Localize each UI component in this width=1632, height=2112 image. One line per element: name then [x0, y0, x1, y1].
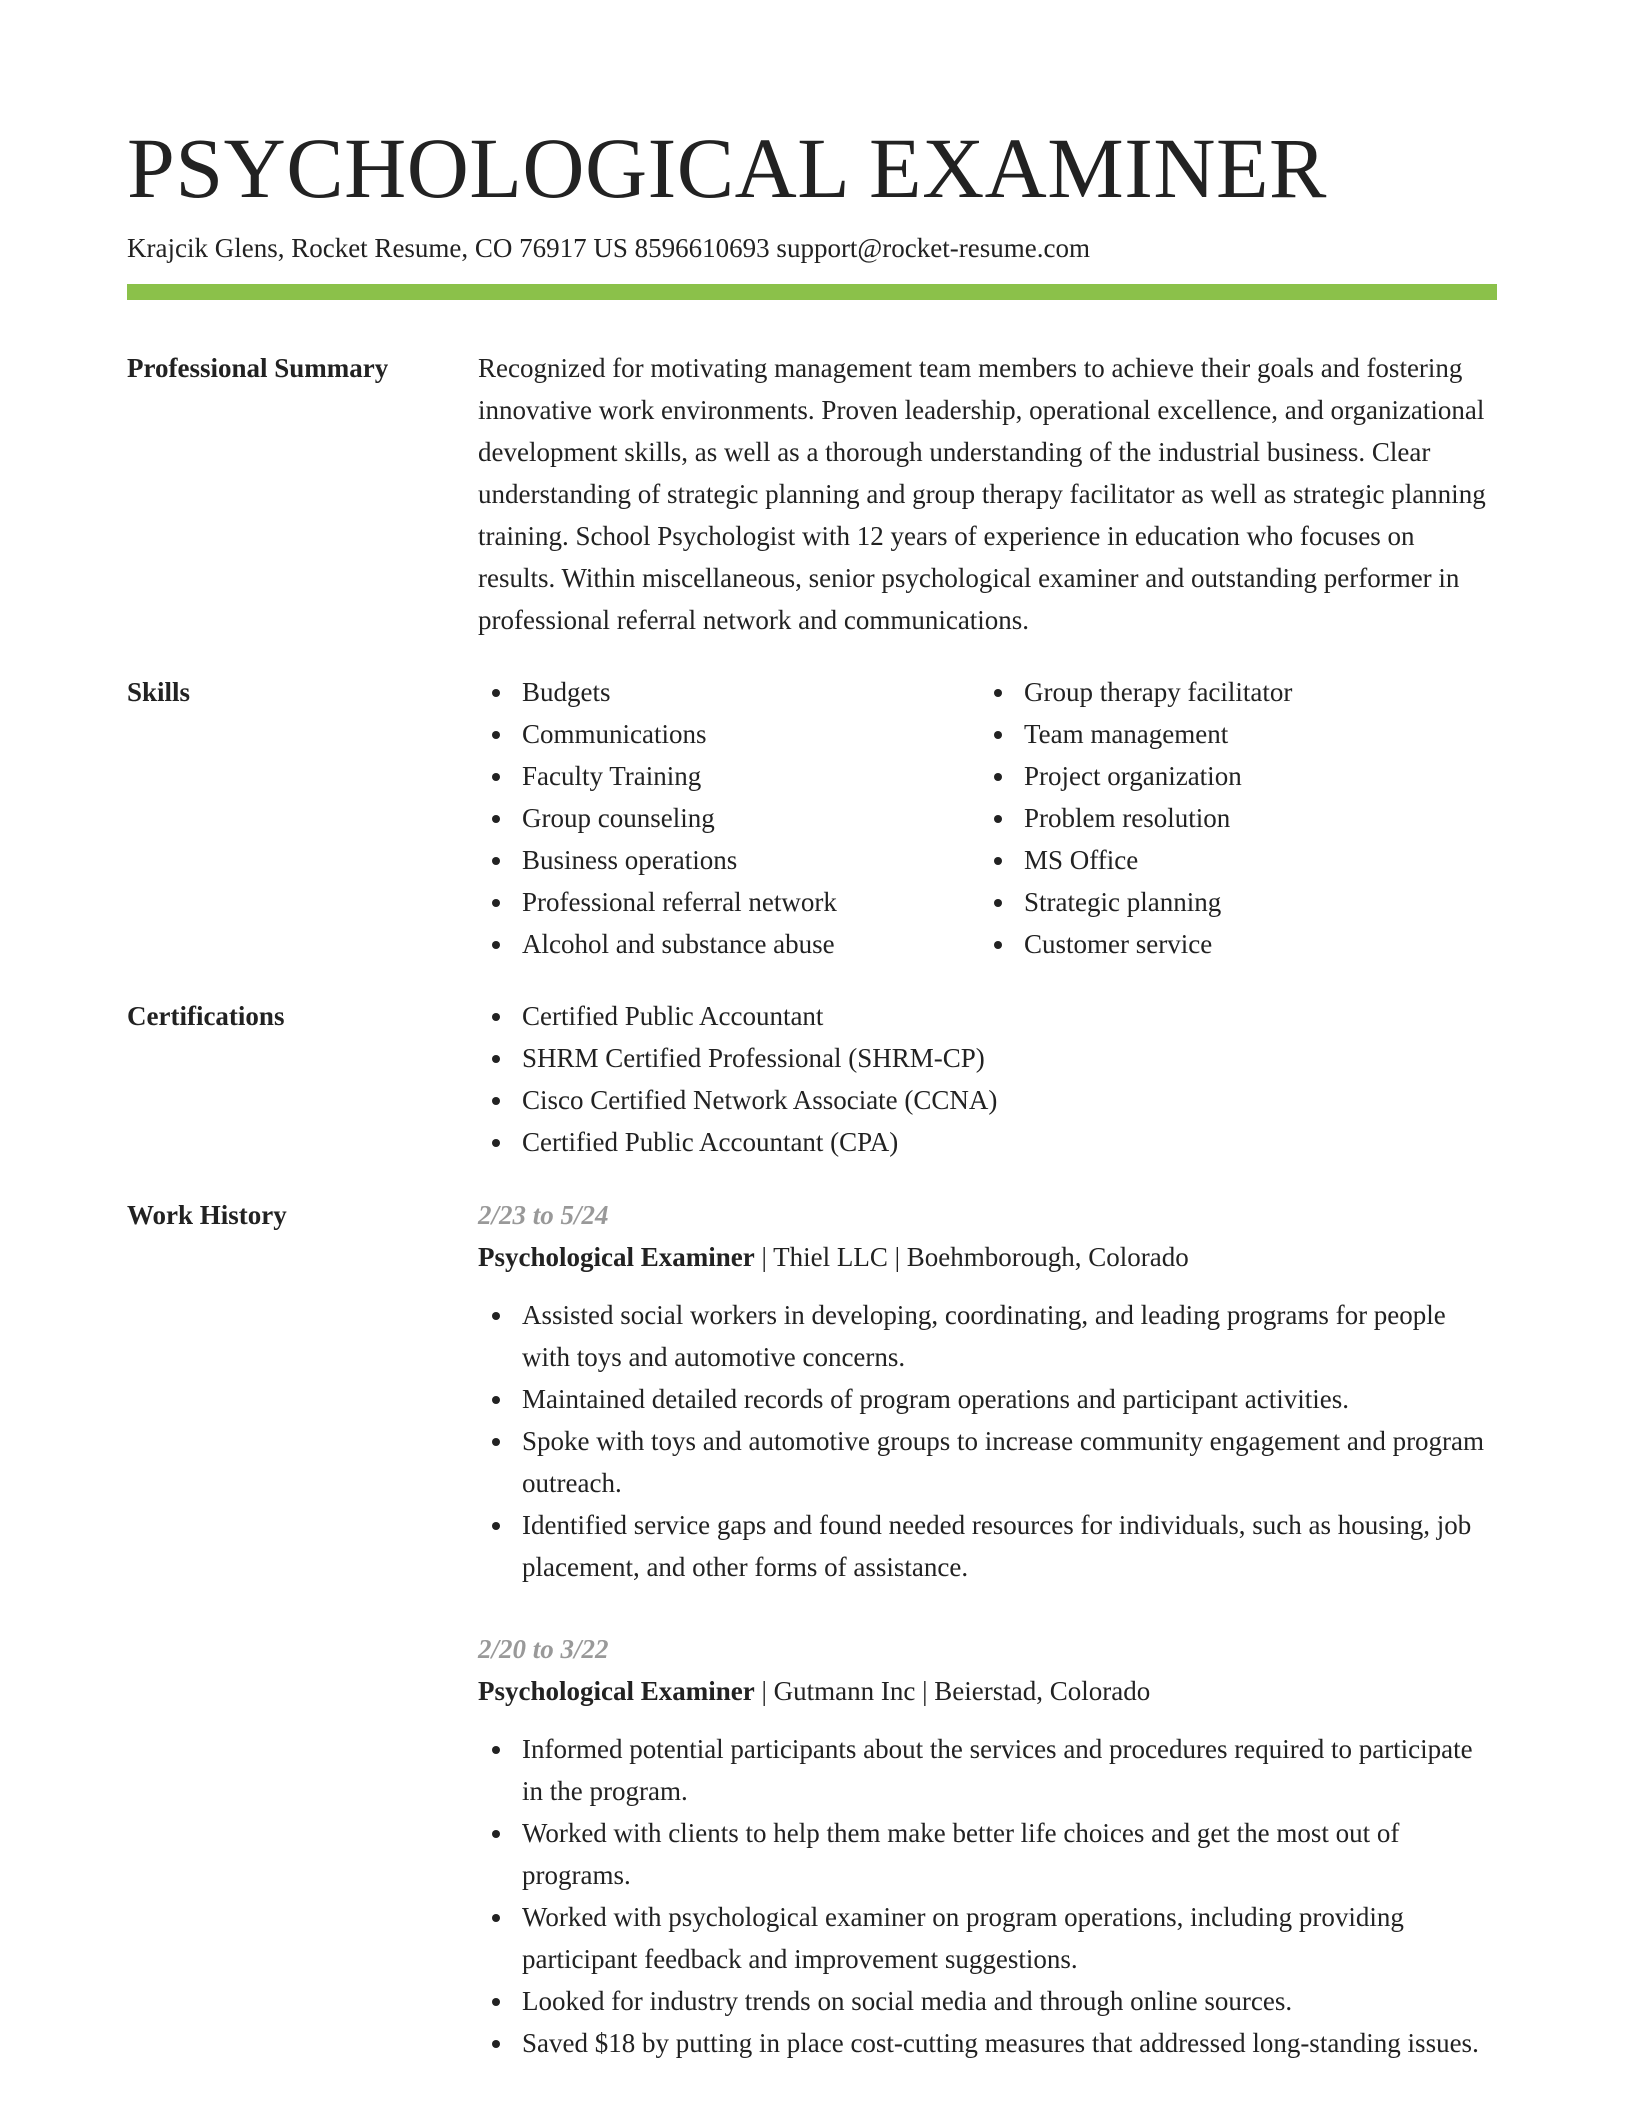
work-history-body: [478, 1194, 1497, 2064]
job-bullets: [478, 1294, 1497, 1588]
certification-item: Cisco Certified Network Associate (CCNA): [478, 1079, 1497, 1121]
job-dates: 2/20 to 3/22: [478, 1634, 609, 1664]
job-title: Psychological Examiner: [478, 1676, 755, 1706]
job-bullet: Identified service gaps and found needed resources for individuals, such as housing, job placement, and other forms of assistance.: [478, 1504, 1497, 1588]
summary-body: [478, 347, 1497, 641]
skill-item: Alcohol and substance abuse: [478, 923, 980, 965]
skill-item: Customer service: [980, 923, 1482, 965]
skill-item: MS Office: [980, 839, 1482, 881]
skill-item: Business operations: [478, 839, 980, 881]
job-entry: [478, 1194, 1497, 1588]
skills-heading: Skills: [127, 677, 191, 707]
certifications-list: [478, 995, 1497, 1163]
job-bullet: Worked with clients to help them make better life choices and get the most out of programs.: [478, 1812, 1497, 1896]
job-bullet: Maintained detailed records of program operations and participant activities.: [478, 1378, 1497, 1420]
job-dates: 2/23 to 5/24: [478, 1200, 609, 1230]
skill-item: Budgets: [478, 671, 980, 713]
skills-list-right: [980, 671, 1482, 965]
skill-item: Group therapy facilitator: [980, 671, 1482, 713]
job-company-location: | Gutmann Inc | Beierstad, Colorado: [754, 1676, 1151, 1706]
certifications-body: [478, 995, 1497, 1163]
summary-heading: Professional Summary: [127, 353, 389, 383]
job-bullets: [478, 1728, 1497, 2064]
skill-item: Professional referral network: [478, 881, 980, 923]
summary-text: Recognized for motivating management team members to achieve their goals and fostering innovative work environments. Proven leadership, operational excellence, and organizational development skills, as well as a thorough understanding of the industrial business. Clear understanding of strategic planning and group therapy facilitator as well as strategic planning training. School Psychologist with 12 years of experience in education who focuses on results. Within miscellaneous, senior psychological examiner and outstanding performer in professional referral network and communications.: [478, 353, 1486, 635]
job-company-location: | Thiel LLC | Boehmborough, Colorado: [754, 1242, 1189, 1272]
skill-item: Group counseling: [478, 797, 980, 839]
job-heading: [478, 1670, 1497, 1712]
skill-item: Project organization: [980, 755, 1482, 797]
job-entry: [478, 1628, 1497, 2064]
job-bullet: Looked for industry trends on social media and through online sources.: [478, 1980, 1497, 2022]
job-title: Psychological Examiner: [478, 1242, 755, 1272]
certification-item: Certified Public Accountant: [478, 995, 1497, 1037]
skills-body: [478, 671, 1497, 965]
skill-item: Strategic planning: [980, 881, 1482, 923]
job-bullet: Saved $18 by putting in place cost-cutting measures that addressed long-standing issues.: [478, 2022, 1497, 2064]
skill-item: Problem resolution: [980, 797, 1482, 839]
contact-line: Krajcik Glens, Rocket Resume, CO 76917 US 8596610693 support@rocket-resume.com: [127, 233, 1090, 263]
skill-item: Team management: [980, 713, 1482, 755]
job-bullet: Assisted social workers in developing, coordinating, and leading programs for people with toys and automotive concerns.: [478, 1294, 1497, 1378]
job-bullet: Worked with psychological examiner on program operations, including providing participant feedback and improvement suggestions.: [478, 1896, 1497, 1980]
job-bullet: Informed potential participants about the services and procedures required to participate in the program.: [478, 1728, 1497, 1812]
skill-item: Faculty Training: [478, 755, 980, 797]
skills-list-left: [478, 671, 980, 965]
header-divider: [127, 284, 1497, 300]
job-bullet: Spoke with toys and automotive groups to increase community engagement and program outreach.: [478, 1420, 1497, 1504]
certification-item: SHRM Certified Professional (SHRM-CP): [478, 1037, 1497, 1079]
certifications-heading: Certifications: [127, 1001, 285, 1031]
certification-item: Certified Public Accountant (CPA): [478, 1121, 1497, 1163]
candidate-name: PSYCHOLOGICAL EXAMINER: [127, 120, 1327, 216]
work-history-heading: Work History: [127, 1200, 287, 1230]
skill-item: Communications: [478, 713, 980, 755]
job-heading: [478, 1236, 1497, 1278]
